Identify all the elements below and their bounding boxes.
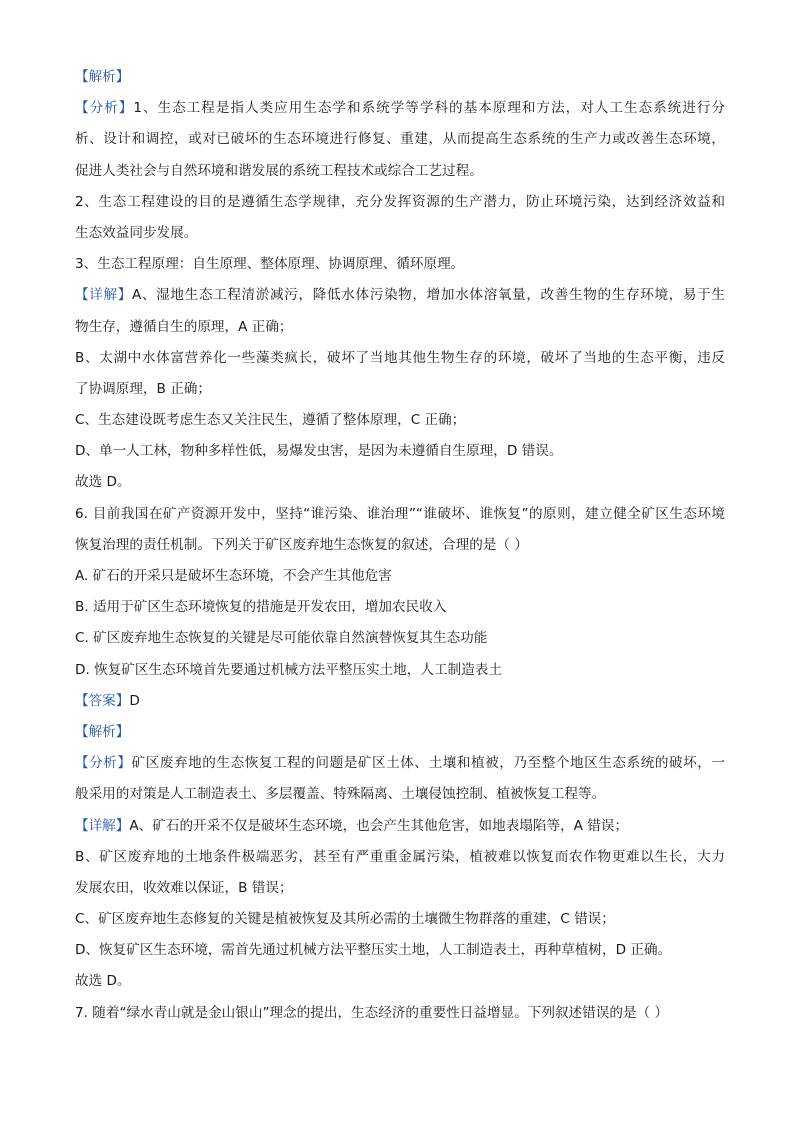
question-6-option-c: C. 矿区废弃地生态恢复的关键是尽可能依靠自然演替恢复其生态功能: [75, 630, 488, 647]
analysis-text: 矿区废弃地的生态恢复工程的问题是矿区土体、土壤和植被，乃至整个地区生态系统的破坏，一: [131, 755, 725, 772]
analysis-line: 促进人类社会与自然环境和谐发展的系统工程技术或综合工艺过程。: [75, 162, 483, 179]
detail-line: B、太湖中水体富营养化一些藻类疯长，破坏了当地其他生物生存的环境，破坏了当地的生态平衡，违反: [75, 349, 725, 366]
detail-line: 物生存，遵循自生的原理，A 正确；: [75, 318, 293, 335]
question-6-option-b: B. 适用于矿区生态环境恢复的措施是开发农田，增加农民收入: [75, 599, 447, 616]
question-6-option-d: D. 恢复矿区生态环境首先要通过机械方法平整压实土地，人工制造表土: [75, 661, 502, 678]
detail-line: [75, 811, 725, 842]
question-6-option-a: A. 矿石的开采只是破坏生态环境，不会产生其他危害: [75, 568, 392, 584]
detail-line: D、恢复矿区生态环境，需首先通过机械方法平整压实土地，人工制造表土，再种草植树，D 正确。: [75, 942, 672, 959]
analysis-text: 1、生态工程是指人类应用生态学和系统学等学科的基本原理和方法，对人工生态系统进行分: [133, 100, 725, 117]
detail-tag: 【详解】: [75, 817, 130, 834]
detail-line: D、单一人工林，物种多样性低，易爆发虫害，是因为未遵循自生原理，D 错误。: [75, 443, 563, 460]
detail-text: A、矿石的开采不仅是破坏生态环境，也会产生其他危害，如地表塌陷等，A 错误；: [129, 817, 629, 834]
detail-line: C、矿区废弃地生态修复的关键是植被恢复及其所必需的土壤微生物群落的重建，C 错误；: [75, 911, 615, 928]
detail-line: [75, 280, 725, 311]
detail-line: B、矿区废弃地的土地条件极端恶劣，甚至有严重重金属污染，植被难以恢复而农作物更难以生长，大力: [75, 848, 725, 865]
answer-value: D: [129, 692, 140, 709]
detail-tag: 【详解】: [75, 287, 132, 304]
analysis-line: 3、生态工程原理：自生原理、整体原理、协调原理、循环原理。: [75, 256, 465, 273]
analysis-line: [75, 93, 725, 124]
analysis-line: [75, 748, 725, 779]
conclusion-line: 故选 D。: [75, 474, 131, 491]
analysis-line: 2、生态工程建设的目的是遵循生态学规律，充分发挥资源的生产潜力，防止环境污染，达到经济效益和: [75, 193, 725, 210]
jiexi-heading: 【解析】: [75, 723, 130, 740]
analysis-line: 析、设计和调控，或对已破坏的生态环境进行修复、重建，从而提高生态系统的生产力或改善生态环境，: [75, 131, 725, 148]
conclusion-line: 故选 D。: [75, 973, 131, 990]
detail-line: 了协调原理，B 正确；: [75, 380, 211, 397]
answer-tag: 【答案】: [75, 692, 130, 709]
answer-line: [75, 686, 725, 717]
detail-line: C、生态建设既考虑生态又关注民生，遵循了整体原理，C 正确；: [75, 412, 466, 429]
question-6-stem: 恢复治理的责任机制。下列关于矿区废弃地生态恢复的叙述，合理的是（ ）: [75, 536, 528, 553]
analysis-line: 般采用的对策是人工制造表土、多层覆盖、特殊隔离、土壤侵蚀控制、植被恢复工程等。: [75, 786, 606, 803]
jiexi-heading: 【解析】: [75, 69, 130, 85]
analysis-tag: 【分析】: [75, 755, 132, 772]
detail-text: A、湿地生态工程清淤减污，降低水体污染物，增加水体溶氧量，改善生物的生存环境，易于生: [131, 287, 725, 304]
analysis-tag: 【分析】: [75, 100, 134, 117]
question-7-stem: 7. 随着“绿水青山就是金山银山”理念的提出，生态经济的重要性日益增显。下列叙述错误的是（ ）: [75, 1004, 669, 1021]
document-page: [75, 62, 725, 1029]
analysis-line: 生态效益同步发展。: [75, 224, 198, 241]
question-6-stem: 6. 目前我国在矿产资源开发中，坚持“谁污染、谁治理”“谁破坏、谁恢复”的原则，建立健全矿区生态环境: [75, 505, 725, 522]
detail-line: 发展农田，收效难以保证，B 错误；: [75, 879, 293, 896]
